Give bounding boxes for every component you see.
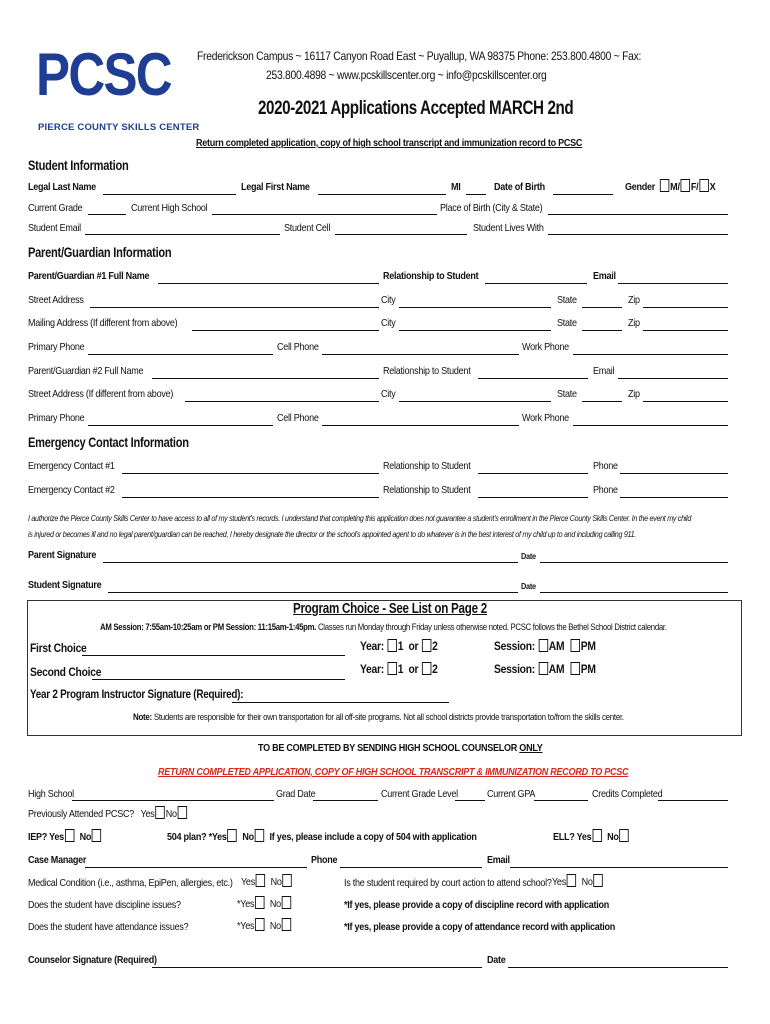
p1-work-phone-field[interactable] (573, 354, 728, 355)
iep-row: IEP? Yes No (28, 829, 102, 843)
p1-name-label: Parent/Guardian #1 Full Name (28, 270, 150, 282)
p1-street-label: Street Address (28, 294, 84, 306)
legal-last-name-field[interactable] (103, 194, 236, 195)
gender-m-checkbox[interactable] (660, 179, 669, 192)
parent-date-field[interactable] (540, 562, 728, 563)
p2-state-label: State (557, 388, 577, 400)
student-cell-label: Student Cell (284, 222, 331, 234)
student-lives-with-field[interactable] (548, 234, 728, 235)
p2-relationship-field[interactable] (478, 378, 588, 379)
second-year-2-checkbox[interactable] (422, 662, 431, 675)
program-choice-heading: Program Choice - See List on Page 2 (293, 601, 488, 617)
medical-options: Yes No (241, 874, 293, 888)
case-manager-phone-label: Phone (311, 854, 338, 866)
p2-city-label: City (381, 388, 396, 400)
p1-mailing-city-field[interactable] (399, 330, 551, 331)
p1-mailing-zip-field[interactable] (643, 330, 728, 331)
ell-yes-checkbox[interactable] (592, 829, 601, 842)
discipline-options: *Yes No (237, 896, 292, 910)
student-lives-with-label: Student Lives With (473, 222, 544, 234)
counselor-signature-label: Counselor Signature (Required) (28, 954, 157, 966)
court-no-checkbox[interactable] (594, 874, 603, 887)
address-line-1: Frederickson Campus ~ 16117 Canyon Road East ~ Puyallup, WA 98375 Phone: 253.800.4800 ~ Fax: (197, 49, 642, 63)
first-choice-year: Year: 1 or 2 (360, 639, 438, 653)
mi-field[interactable] (466, 194, 486, 195)
plan504-no-checkbox[interactable] (255, 829, 264, 842)
p1-city-field[interactable] (399, 307, 551, 308)
emergency-contact-1-label: Emergency Contact #1 (28, 460, 115, 472)
parent-date-label: Date (521, 551, 536, 561)
p1-mailing-city-label: City (381, 317, 396, 329)
session-info: AM Session: 7:55am-10:25am or PM Session: 11:15am-1:45pm. Classes run Monday through Friday unless otherwise noted. PCSC follows the Bethel School District calendar. (100, 621, 667, 632)
counselor-date-label: Date (487, 954, 506, 966)
discipline-label: Does the student have discipline issues? (28, 899, 181, 911)
p1-state-field[interactable] (582, 307, 622, 308)
parent-signature-label: Parent Signature (28, 549, 97, 561)
p2-work-phone-field[interactable] (573, 425, 728, 426)
gender-x-checkbox[interactable] (699, 179, 708, 192)
second-pm-checkbox[interactable] (570, 662, 579, 675)
grade-level-field[interactable] (455, 800, 485, 801)
p1-mailing-state-field[interactable] (582, 330, 622, 331)
second-choice-field[interactable] (92, 679, 345, 680)
dob-label: Date of Birth (494, 181, 545, 193)
p2-street-label: Street Address (If different from above) (28, 388, 174, 400)
return-instruction: Return completed application, copy of high school transcript and immunization record to PCSC (196, 137, 583, 149)
plan504-row: 504 plan? *Yes No If yes, please include a copy of 504 with application (167, 831, 477, 843)
p2-name-field[interactable] (152, 378, 379, 379)
attendance-label: Does the student have attendance issues? (28, 921, 189, 933)
ec1-relationship-field[interactable] (478, 473, 588, 474)
prev-attended-no-checkbox[interactable] (178, 806, 187, 819)
gender-f-checkbox[interactable] (681, 179, 690, 192)
student-signature-label: Student Signature (28, 579, 102, 591)
p1-mailing-state-label: State (557, 317, 577, 329)
medical-label: Medical Condition (i.e., asthma, EpiPen, allergies, etc.) (28, 877, 233, 889)
student-date-label: Date (521, 581, 536, 591)
p1-name-field[interactable] (158, 283, 379, 284)
case-manager-field[interactable] (85, 867, 307, 868)
legal-last-name-label: Legal Last Name (28, 181, 96, 193)
student-signature-field[interactable] (108, 592, 518, 593)
current-high-school-label: Current High School (131, 202, 208, 214)
p1-city-label: City (381, 294, 396, 306)
mi-label: MI (451, 181, 461, 193)
case-manager-email-field[interactable] (510, 867, 728, 868)
second-choice-label: Second Choice (30, 665, 102, 679)
return-notice: RETURN COMPLETED APPLICATION, COPY OF HIGH SCHOOL TRANSCRIPT & IMMUNIZATION RECORD TO PCSC (158, 766, 629, 778)
p1-email-label: Email (593, 270, 616, 282)
counselor-date-field[interactable] (508, 967, 728, 968)
logo-subtitle: PIERCE COUNTY SKILLS CENTER (38, 122, 200, 133)
current-high-school-field[interactable] (212, 214, 437, 215)
legal-first-name-label: Legal First Name (241, 181, 310, 193)
ec1-phone-field[interactable] (620, 473, 728, 474)
ell-no-checkbox[interactable] (620, 829, 629, 842)
attendance-yes-checkbox[interactable] (255, 918, 264, 931)
p2-cell-phone-field[interactable] (322, 425, 519, 426)
first-choice-session: Session: AM PM (494, 639, 596, 653)
p2-work-phone-label: Work Phone (522, 412, 569, 424)
pcsc-logo (36, 40, 200, 140)
medical-yes-checkbox[interactable] (256, 874, 265, 887)
counselor-signature-field[interactable] (152, 967, 482, 968)
p2-zip-label: Zip (628, 388, 640, 400)
p2-name-label: Parent/Guardian #2 Full Name (28, 365, 144, 377)
p1-zip-label: Zip (628, 294, 640, 306)
p1-primary-phone-field[interactable] (88, 354, 273, 355)
p1-relationship-label: Relationship to Student (383, 270, 479, 282)
discipline-no-checkbox[interactable] (282, 896, 291, 909)
attendance-no-checkbox[interactable] (282, 918, 291, 931)
p1-cell-phone-label: Cell Phone (277, 341, 319, 353)
credits-field[interactable] (658, 800, 728, 801)
case-manager-email-label: Email (487, 854, 510, 866)
first-year-2-checkbox[interactable] (422, 639, 431, 652)
discipline-note: *If yes, please provide a copy of discipline record with application (344, 899, 609, 911)
first-pm-checkbox[interactable] (570, 639, 579, 652)
plan504-yes-checkbox[interactable] (227, 829, 236, 842)
first-am-checkbox[interactable] (538, 639, 547, 652)
authorization-line-1: I authorize the Pierce County Skills Center to have access to all of my student's records. I understand that completing this application does not guarantee a student's enrollment in the Pierce County Skills Center. In the event my child (28, 513, 692, 523)
gpa-field[interactable] (534, 800, 588, 801)
court-options: Yes No (552, 874, 604, 888)
gender-options: M/ F/ X (659, 179, 715, 193)
credits-label: Credits Completed (592, 788, 663, 800)
birthplace-label: Place of Birth (City & State) (440, 202, 543, 214)
p2-relationship-label: Relationship to Student (383, 365, 471, 377)
p2-city-field[interactable] (399, 401, 551, 402)
p1-zip-field[interactable] (643, 307, 728, 308)
student-cell-field[interactable] (335, 234, 467, 235)
ec2-phone-field[interactable] (620, 497, 728, 498)
court-label: Is the student required by court action to attend school? (344, 877, 552, 889)
high-school-field[interactable] (72, 800, 274, 801)
guardian-info-heading: Parent/Guardian Information (28, 245, 172, 260)
emergency-contact-1-field[interactable] (122, 473, 379, 474)
birthplace-field[interactable] (548, 214, 728, 215)
instructor-signature-label: Year 2 Program Instructor Signature (Required): (30, 689, 244, 701)
second-am-checkbox[interactable] (538, 662, 547, 675)
second-choice-year: Year: 1 or 2 (360, 662, 438, 676)
prev-attended-yes-checkbox[interactable] (155, 806, 164, 819)
ec2-relationship-label: Relationship to Student (383, 484, 471, 496)
p1-street-field[interactable] (90, 307, 379, 308)
p2-primary-phone-field[interactable] (88, 425, 273, 426)
instructor-signature-field[interactable] (232, 702, 449, 703)
authorization-line-2: is injured or becomes ill and no legal parent/guardian can be reached, I hereby designate the director or the school's appointed agent to do whatever is in the best interest of my child up to and including calling 911. (28, 529, 637, 539)
p1-relationship-field[interactable] (485, 283, 587, 284)
p2-state-field[interactable] (582, 401, 622, 402)
p2-email-label: Email (593, 365, 615, 377)
p1-state-label: State (557, 294, 577, 306)
current-grade-label: Current Grade (28, 202, 83, 214)
transportation-note: Note: Students are responsible for their own transportation for all off-site programs. Not all school districts provide transportation to/from the skills center. (133, 712, 624, 723)
iep-no-checkbox[interactable] (92, 829, 101, 842)
page-title: 2020-2021 Applications Accepted MARCH 2nd (258, 98, 574, 119)
first-year-1-checkbox[interactable] (387, 639, 396, 652)
p1-email-field[interactable] (618, 283, 728, 284)
student-email-label: Student Email (28, 222, 81, 234)
p1-cell-phone-field[interactable] (322, 354, 519, 355)
high-school-label: High School (28, 788, 74, 800)
ell-row: ELL? Yes No (553, 829, 630, 843)
prev-attended-row: Previously Attended PCSC? Yes No (28, 806, 188, 820)
court-yes-checkbox[interactable] (567, 874, 576, 887)
student-email-field[interactable] (85, 234, 280, 235)
emergency-heading: Emergency Contact Information (28, 435, 189, 450)
emergency-contact-2-field[interactable] (122, 497, 379, 498)
p2-zip-field[interactable] (643, 401, 728, 402)
grad-date-field[interactable] (313, 800, 378, 801)
student-info-heading: Student Information (28, 158, 129, 173)
p2-cell-phone-label: Cell Phone (277, 412, 319, 424)
ec2-phone-label: Phone (593, 484, 618, 496)
p2-street-field[interactable] (185, 401, 379, 402)
medical-no-checkbox[interactable] (283, 874, 292, 887)
gpa-label: Current GPA (487, 788, 536, 800)
second-choice-session: Session: AM PM (494, 662, 596, 676)
dob-field[interactable] (553, 194, 613, 195)
p1-primary-phone-label: Primary Phone (28, 341, 85, 353)
attendance-note: *If yes, please provide a copy of attendance record with application (344, 921, 615, 933)
gender-label: Gender (625, 181, 656, 193)
p1-mailing-field[interactable] (192, 330, 379, 331)
case-manager-phone-field[interactable] (340, 867, 482, 868)
discipline-yes-checkbox[interactable] (255, 896, 264, 909)
second-year-1-checkbox[interactable] (387, 662, 396, 675)
attendance-options: *Yes No (237, 918, 292, 932)
legal-first-name-field[interactable] (318, 194, 446, 195)
case-manager-label: Case Manager (28, 854, 87, 866)
logo-letters: PCSC (36, 41, 171, 108)
student-date-field[interactable] (540, 592, 728, 593)
grad-date-label: Grad Date (276, 788, 316, 800)
p1-mailing-zip-label: Zip (628, 317, 640, 329)
p2-email-field[interactable] (618, 378, 728, 379)
emergency-contact-2-label: Emergency Contact #2 (28, 484, 115, 496)
iep-yes-checkbox[interactable] (65, 829, 74, 842)
parent-signature-field[interactable] (103, 562, 518, 563)
p1-work-phone-label: Work Phone (522, 341, 569, 353)
ec1-phone-label: Phone (593, 460, 618, 472)
first-choice-label: First Choice (30, 641, 87, 655)
first-choice-field[interactable] (82, 655, 345, 656)
ec1-relationship-label: Relationship to Student (383, 460, 471, 472)
grade-level-label: Current Grade Level (381, 788, 458, 800)
counselor-heading: TO BE COMPLETED BY SENDING HIGH SCHOOL COUNSELOR ONLY (258, 742, 543, 754)
p2-primary-phone-label: Primary Phone (28, 412, 85, 424)
ec2-relationship-field[interactable] (478, 497, 588, 498)
address-line-2: 253.800.4898 ~ www.pcskillscenter.org ~ info@pcskillscenter.org (266, 68, 547, 82)
p1-mailing-label: Mailing Address (If different from above) (28, 317, 178, 329)
current-grade-field[interactable] (88, 214, 126, 215)
